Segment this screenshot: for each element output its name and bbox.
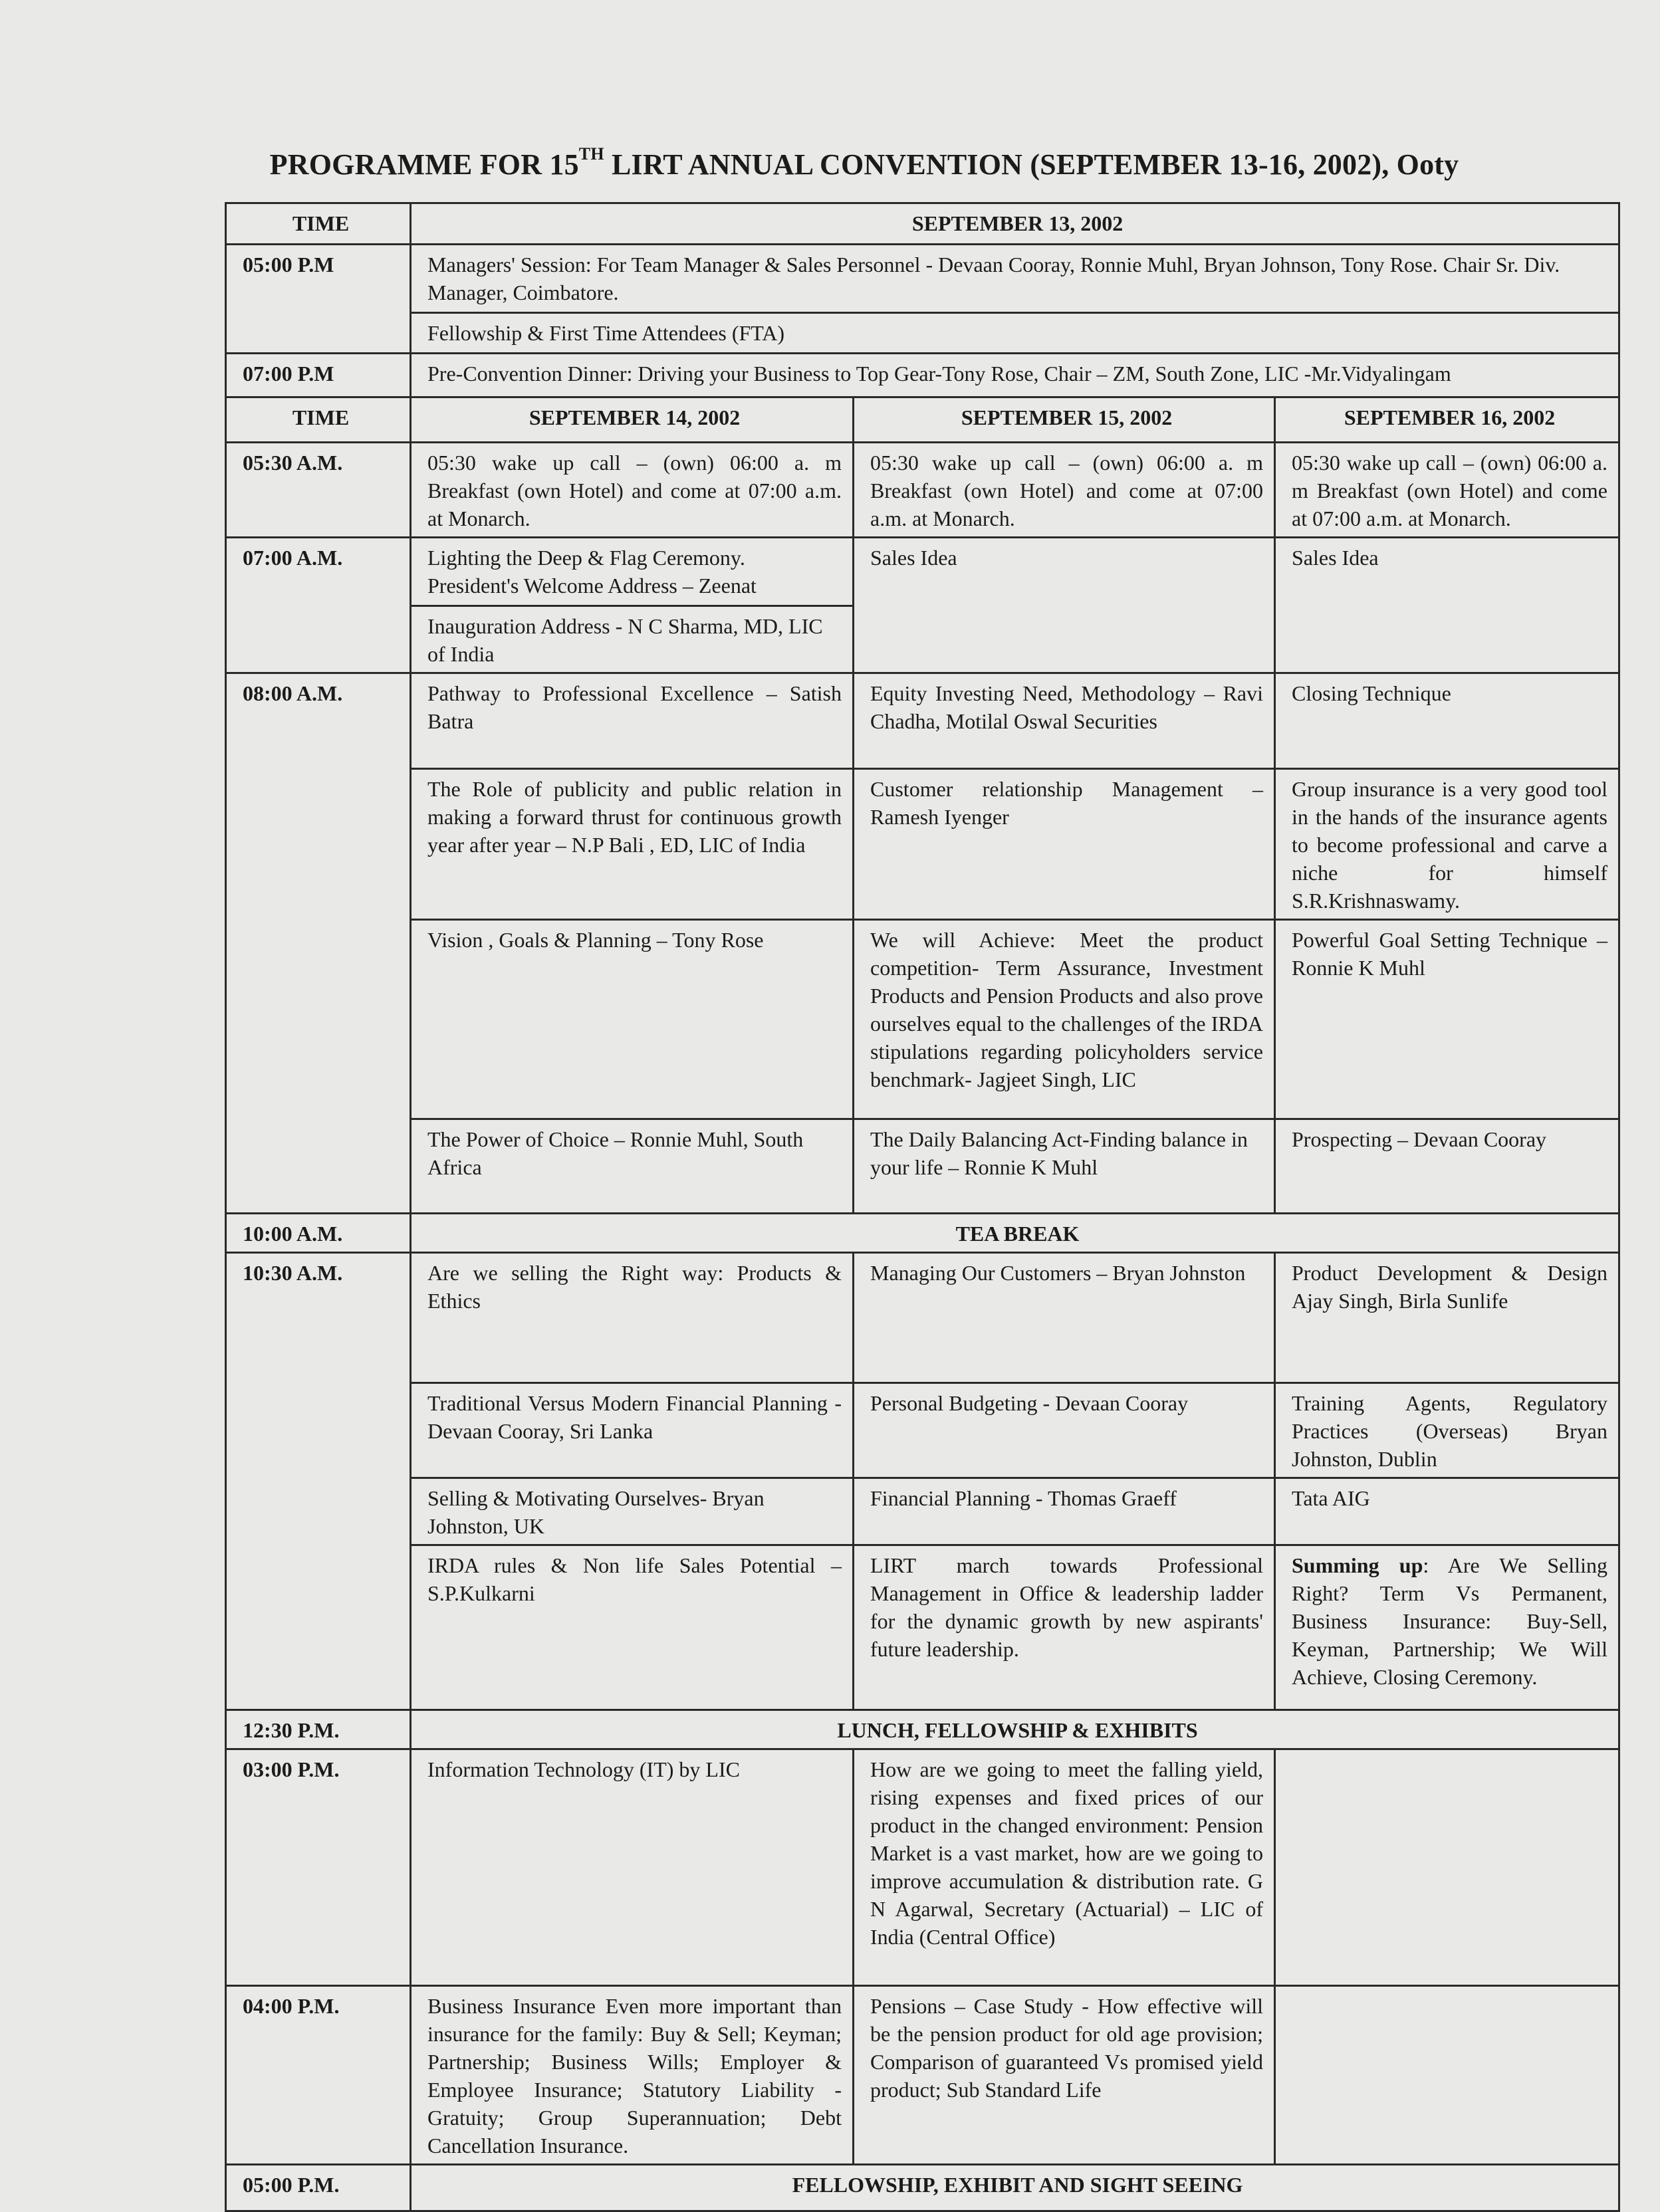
- programme-table: [225, 202, 1620, 2212]
- session-cell: 05:30 wake up call – (own) 06:00 a. m Breakfast (own Hotel) and come at 07:00 a.m. at Monarch.: [411, 443, 854, 538]
- time-cell: 10:00 A.M.: [226, 1214, 411, 1253]
- table-row: [226, 354, 1619, 397]
- time-cell: 05:30 A.M.: [226, 443, 411, 538]
- session-cell: 05:30 wake up call – (own) 06:00 a. m Breakfast (own Hotel) and come at 07:00 a.m. at Monarch.: [854, 443, 1275, 538]
- session-cell: Pensions – Case Study - How effective will be the pension product for old age provision; Comparison of guaranteed Vs promised yield product; Sub Standard Life: [854, 1986, 1275, 2165]
- title-superscript: TH: [578, 144, 604, 164]
- days-header-row: [226, 397, 1619, 443]
- session-cell: Equity Investing Need, Methodology – Ravi Chadha, Motilal Oswal Securities: [854, 673, 1275, 769]
- session-cell: Training Agents, Regulatory Practices (Overseas) Bryan Johnston, Dublin: [1275, 1383, 1619, 1478]
- session-text: Managers' Session: For Team Manager & Sales Personnel - Devaan Cooray, Ronnie Muhl, Bryan Johnson, Tony Rose. Chair Sr. Div. Manager, Coimbatore.: [427, 253, 1560, 304]
- session-cell: Business Insurance Even more important than insurance for the family: Buy & Sell; Keyman; Partnership; Business Wills; Employer & Employee Insurance; Statutory Liability - Gratuity; Group Superannuation; Debt Cancellation Insurance.: [411, 1986, 854, 2165]
- session-cell: Customer relationship Management – Ramesh Iyenger: [854, 769, 1275, 920]
- tea-break-cell: TEA BREAK: [411, 1214, 1619, 1253]
- session-cell: IRDA rules & Non life Sales Potential – S.P.Kulkarni: [411, 1545, 854, 1710]
- table-row: [226, 920, 1619, 1119]
- session-cell: Traditional Versus Modern Financial Planning - Devaan Cooray, Sri Lanka: [411, 1383, 854, 1478]
- page-title: [219, 144, 1509, 181]
- table-row: [226, 245, 1619, 354]
- table-row: [226, 673, 1619, 769]
- time-cell: 05:00 P.M: [226, 245, 411, 354]
- date-header-sep14: SEPTEMBER 14, 2002: [411, 397, 854, 443]
- session-cell: Selling & Motivating Ourselves- Bryan Johnston, UK: [411, 1478, 854, 1545]
- session-cell: Information Technology (IT) by LIC: [411, 1749, 854, 1986]
- time-cell: 07:00 P.M: [226, 354, 411, 397]
- session-cell: 05:30 wake up call – (own) 06:00 a. m Breakfast (own Hotel) and come at 07:00 a.m. at Monarch.: [1275, 443, 1619, 538]
- table-row: [226, 538, 1619, 673]
- session-cell: Prospecting – Devaan Cooray: [1275, 1119, 1619, 1214]
- day1-header-row: [226, 203, 1619, 245]
- session-cell: Group insurance is a very good tool in the hands of the insurance agents to become professional and carve a niche for himself S.R.Krishnaswamy.: [1275, 769, 1619, 920]
- session-cell: The Role of publicity and public relation in making a forward thrust for continuous growth year after year – N.P Bali , ED, LIC of India: [411, 769, 854, 920]
- time-cell: 05:00 P.M.: [226, 2165, 411, 2211]
- time-cell: 03:00 P.M.: [226, 1749, 411, 1986]
- session-cell: Product Development & Design Ajay Singh, Birla Sunlife: [1275, 1253, 1619, 1383]
- session-cell: Powerful Goal Setting Technique – Ronnie K Muhl: [1275, 920, 1619, 1119]
- session-cell: [411, 245, 1619, 354]
- time-header: TIME: [226, 203, 411, 245]
- session-cell: Financial Planning - Thomas Graeff: [854, 1478, 1275, 1545]
- time-cell: 12:30 P.M.: [226, 1710, 411, 1749]
- session-cell: [411, 538, 854, 673]
- session-cell: Pre-Convention Dinner: Driving your Business to Top Gear-Tony Rose, Chair – ZM, South Zone, LIC -Mr.Vidyalingam: [411, 354, 1619, 397]
- table-row: [226, 1749, 1619, 1986]
- table-row: [226, 1986, 1619, 2165]
- session-cell: How are we going to meet the falling yield, rising expenses and fixed prices of our product in the changed environment: Pension Market is a vast market, how are we going to improve accumulation & distribution rate. G N Agarwal, Secretary (Actuarial) – LIC of India (Central Office): [854, 1749, 1275, 1986]
- table-row: [226, 1253, 1619, 1383]
- session-cell: [1275, 1749, 1619, 1986]
- session-cell: The Daily Balancing Act-Finding balance in your life – Ronnie K Muhl: [854, 1119, 1275, 1214]
- title-prefix: PROGRAMME FOR 15: [269, 148, 579, 181]
- time-cell: 04:00 P.M.: [226, 1986, 411, 2165]
- session-text: Lighting the Deep & Flag Ceremony.: [427, 546, 745, 570]
- time-header: TIME: [226, 397, 411, 443]
- date-header-sep13: SEPTEMBER 13, 2002: [411, 203, 1619, 245]
- fellowship-cell: FELLOWSHIP, EXHIBIT AND SIGHT SEEING: [411, 2165, 1619, 2211]
- table-row: [226, 443, 1619, 538]
- lunch-cell: LUNCH, FELLOWSHIP & EXHIBITS: [411, 1710, 1619, 1749]
- session-cell: [1275, 1986, 1619, 2165]
- session-cell: Personal Budgeting - Devaan Cooray: [854, 1383, 1275, 1478]
- table-row: [226, 769, 1619, 920]
- date-header-sep15: SEPTEMBER 15, 2002: [854, 397, 1275, 443]
- time-cell: 08:00 A.M.: [226, 673, 411, 1214]
- title-suffix: LIRT ANNUAL CONVENTION (SEPTEMBER 13-16, 2002), Ooty: [604, 148, 1459, 181]
- session-cell: Sales Idea: [854, 538, 1275, 673]
- session-text: : Are We Selling Right? Term Vs Permanent, Business Insurance: Buy-Sell, Keyman, Partnership; We Will Achieve, Closing Ceremony.: [1292, 1553, 1608, 1689]
- session-cell: Sales Idea: [1275, 538, 1619, 673]
- session-text: Inauguration Address - N C Sharma, MD, LIC of India: [412, 605, 852, 668]
- session-cell: Vision , Goals & Planning – Tony Rose: [411, 920, 854, 1119]
- table-row: [226, 1478, 1619, 1545]
- date-header-sep16: SEPTEMBER 16, 2002: [1275, 397, 1619, 443]
- session-cell: The Power of Choice – Ronnie Muhl, South Africa: [411, 1119, 854, 1214]
- session-cell: We will Achieve: Meet the product competition- Term Assurance, Investment Products and Pension Products and also prove ourselves equal to the challenges of the IRDA stipulations regarding policyholders service benchmark- Jagjeet Singh, LIC: [854, 920, 1275, 1119]
- session-text-secondary: Fellowship & First Time Attendees (FTA): [412, 312, 1618, 347]
- summing-up-label: Summing up: [1292, 1553, 1423, 1577]
- session-cell: Managing Our Customers – Bryan Johnston: [854, 1253, 1275, 1383]
- table-row: [226, 1383, 1619, 1478]
- session-cell: Pathway to Professional Excellence – Satish Batra: [411, 673, 854, 769]
- time-cell: 07:00 A.M.: [226, 538, 411, 673]
- table-row: [226, 1545, 1619, 1710]
- table-row: [226, 2165, 1619, 2211]
- session-cell: [1275, 1545, 1619, 1710]
- time-cell: 10:30 A.M.: [226, 1253, 411, 1710]
- session-text: President's Welcome Address – Zeenat: [427, 574, 757, 598]
- session-cell: Tata AIG: [1275, 1478, 1619, 1545]
- table-row: [226, 1710, 1619, 1749]
- session-cell: Are we selling the Right way: Products & Ethics: [411, 1253, 854, 1383]
- session-cell: Closing Technique: [1275, 673, 1619, 769]
- table-row: [226, 1119, 1619, 1214]
- session-cell: LIRT march towards Professional Management in Office & leadership ladder for the dynamic growth by new aspirants' future leadership.: [854, 1545, 1275, 1710]
- table-row: [226, 1214, 1619, 1253]
